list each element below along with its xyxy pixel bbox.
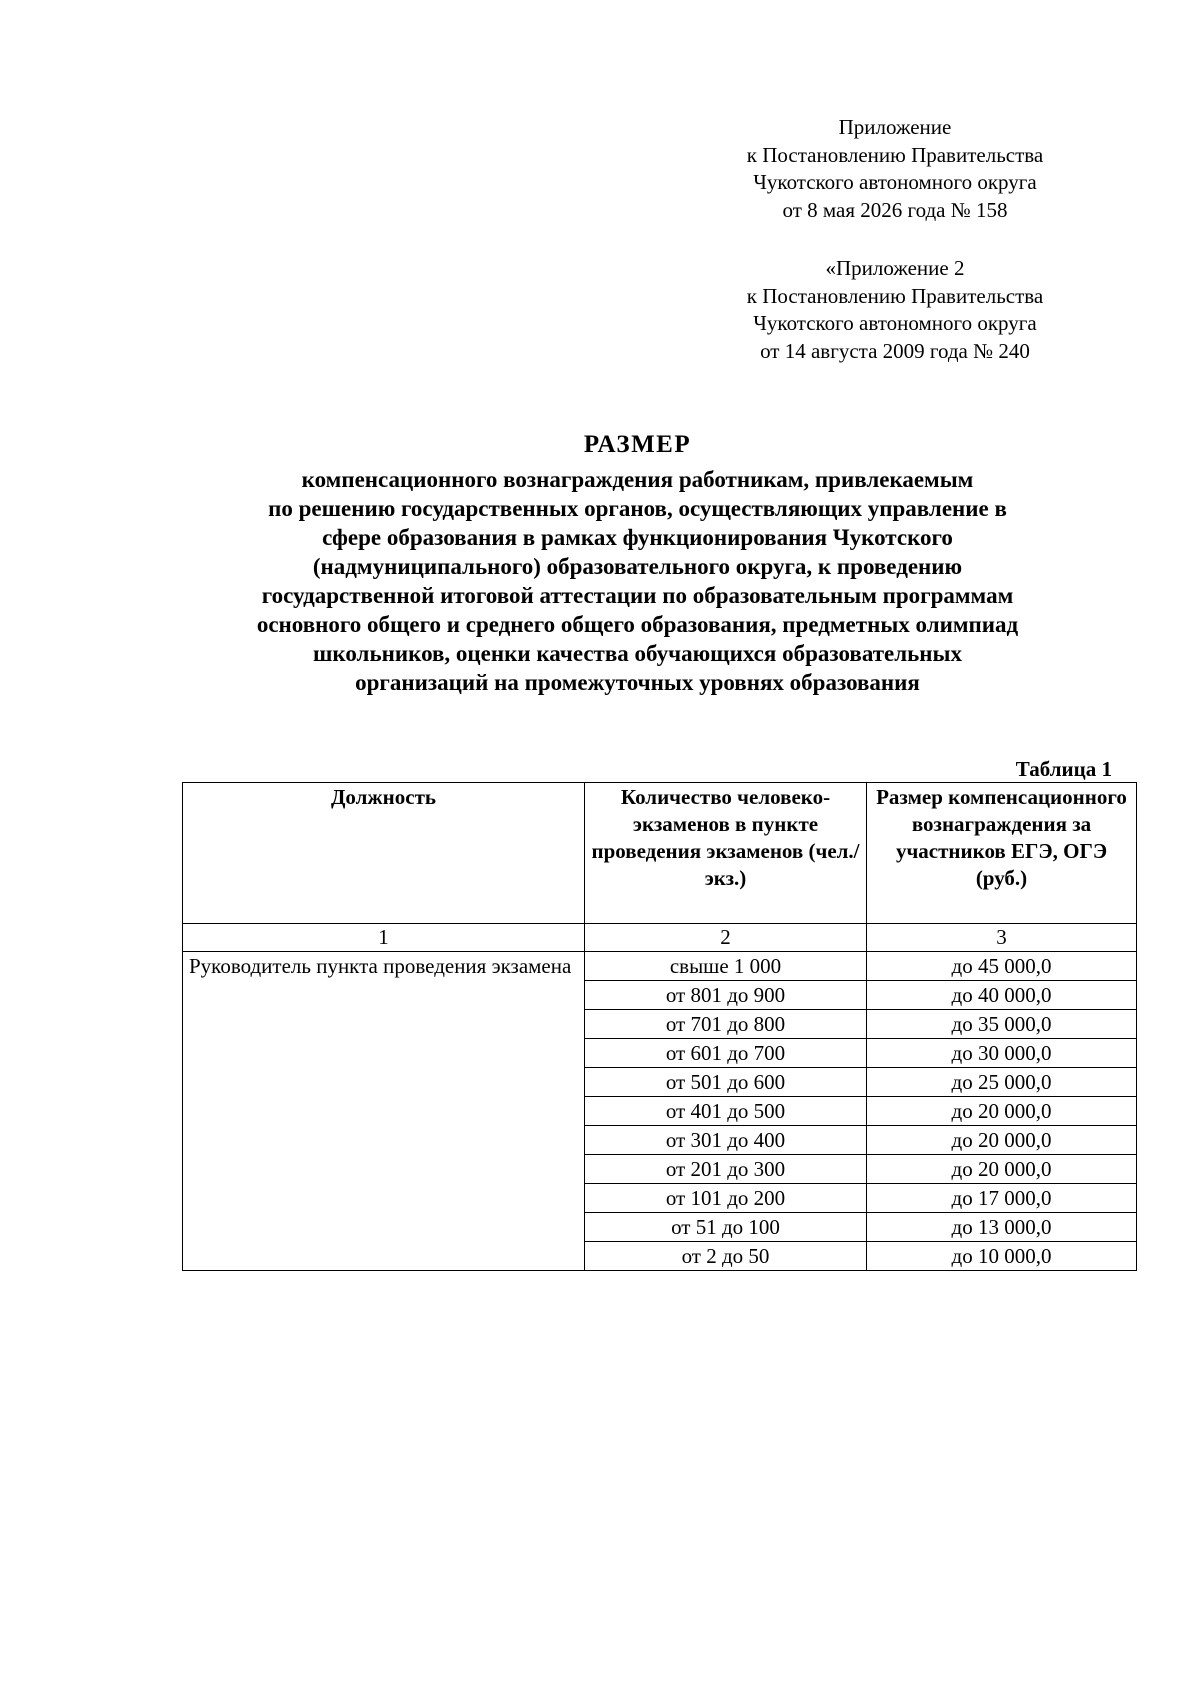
- exam-count-cell: от 601 до 700: [585, 1039, 867, 1068]
- document-subtitle: [100, 465, 1175, 697]
- header-position: Должность: [183, 783, 585, 924]
- amount-cell: до 35 000,0: [867, 1010, 1137, 1039]
- exam-count-cell: свыше 1 000: [585, 952, 867, 981]
- subtitle-line: школьников, оценки качества обучающихся образовательных: [312, 641, 963, 666]
- exam-count-cell: от 201 до 300: [585, 1155, 867, 1184]
- header-compensation: Размер компенсационного вознаграждения за участников ЕГЭ, ОГЭ (руб.): [867, 783, 1137, 924]
- exam-count-cell: от 2 до 50: [585, 1242, 867, 1271]
- amount-cell: до 20 000,0: [867, 1097, 1137, 1126]
- amount-cell: до 20 000,0: [867, 1126, 1137, 1155]
- subtitle-line: организаций на промежуточных уровнях образования: [355, 670, 920, 695]
- exam-count-cell: от 401 до 500: [585, 1097, 867, 1126]
- exam-count-cell: от 501 до 600: [585, 1068, 867, 1097]
- exam-count-cell: от 51 до 100: [585, 1213, 867, 1242]
- amount-cell: до 25 000,0: [867, 1068, 1137, 1097]
- table-row: [183, 952, 1137, 981]
- exam-count-cell: от 701 до 800: [585, 1010, 867, 1039]
- appendix-line: «Приложение 2: [825, 256, 965, 280]
- compensation-table: [182, 782, 1137, 1271]
- exam-count-cell: от 801 до 900: [585, 981, 867, 1010]
- amount-cell: до 10 000,0: [867, 1242, 1137, 1271]
- amount-cell: до 17 000,0: [867, 1184, 1137, 1213]
- table-caption: Таблица 1: [1015, 757, 1112, 781]
- appendix-line: от 14 августа 2009 года № 240: [760, 338, 1030, 363]
- exam-count-cell: от 101 до 200: [585, 1184, 867, 1213]
- column-number: 1: [183, 924, 585, 952]
- appendix-header: [700, 114, 1090, 224]
- appendix-line: от 8 мая 2026 года № 158: [782, 197, 1008, 222]
- appendix-line: Чукотского автономного округа: [753, 311, 1037, 335]
- subtitle-line: сфере образования в рамках функционирования Чукотского: [322, 525, 953, 550]
- column-number-row: [183, 924, 1137, 952]
- appendix-line: Чукотского автономного округа: [753, 170, 1037, 194]
- appendix-line: Приложение: [838, 115, 952, 139]
- amount-cell: до 40 000,0: [867, 981, 1137, 1010]
- subtitle-line: государственной итоговой аттестации по образовательным программам: [261, 583, 1014, 608]
- table-header-row: [183, 783, 1137, 924]
- column-number: 3: [867, 924, 1137, 952]
- subtitle-line: по решению государственных органов, осуществляющих управление в: [268, 496, 1007, 521]
- amount-cell: до 30 000,0: [867, 1039, 1137, 1068]
- position-cell: Руководитель пункта проведения экзамена: [183, 952, 585, 1271]
- appendix-line: к Постановлению Правительства: [746, 283, 1044, 308]
- document-title: РАЗМЕР: [583, 431, 692, 458]
- header-exam-count: Количество человеко-экзаменов в пункте проведения экзаменов (чел./экз.): [585, 783, 867, 924]
- appendix-2-header: [700, 255, 1090, 365]
- amount-cell: до 13 000,0: [867, 1213, 1137, 1242]
- subtitle-line: компенсационного вознаграждения работникам, привлекаемым: [301, 467, 974, 492]
- amount-cell: до 20 000,0: [867, 1155, 1137, 1184]
- subtitle-line: основного общего и среднего общего образования, предметных олимпиад: [256, 612, 1019, 637]
- column-number: 2: [585, 924, 867, 952]
- exam-count-cell: от 301 до 400: [585, 1126, 867, 1155]
- subtitle-line: (надмуниципального) образовательного округа, к проведению: [312, 554, 963, 579]
- appendix-line: к Постановлению Правительства: [746, 142, 1044, 167]
- amount-cell: до 45 000,0: [867, 952, 1137, 981]
